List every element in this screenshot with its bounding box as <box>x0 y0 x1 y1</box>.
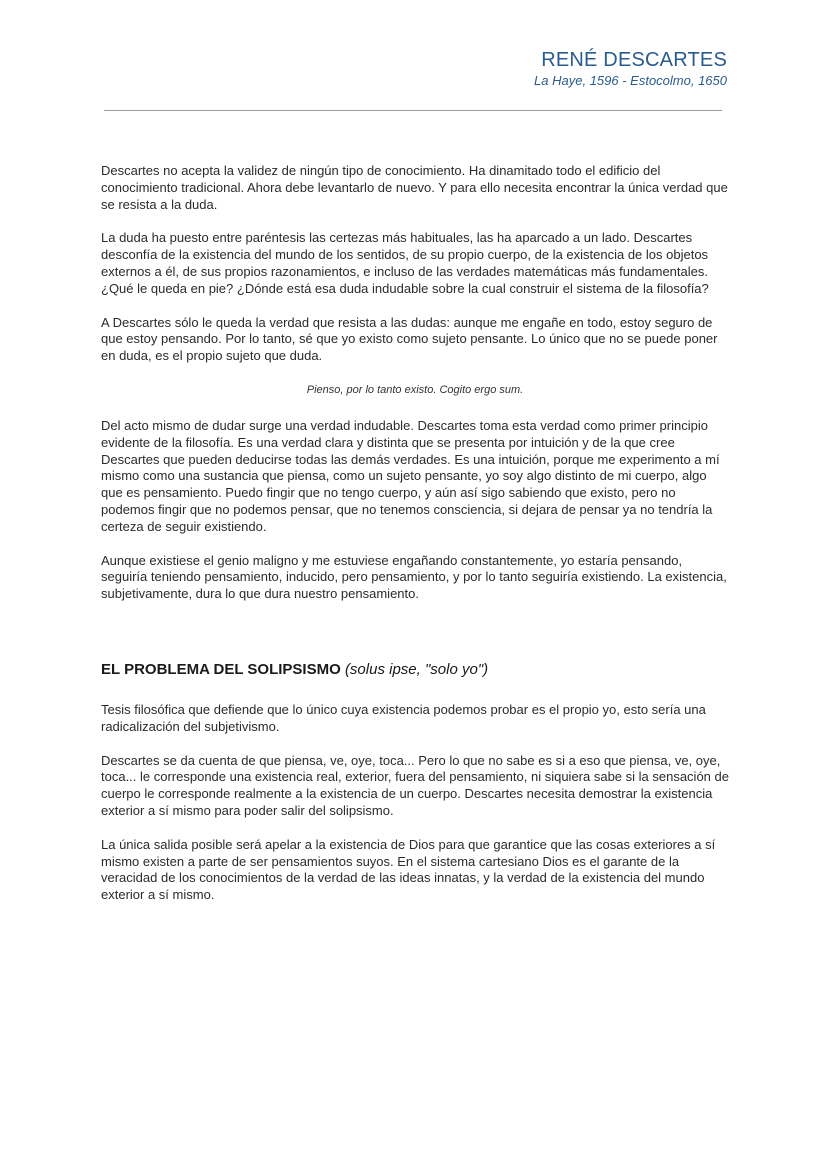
section-title: EL PROBLEMA DEL SOLIPSISMO <box>101 660 341 678</box>
paragraph: A Descartes sólo le queda la verdad que resista a las dudas: aunque me engañe en todo, estoy seguro de que estoy pensando. Por lo tanto, sé que yo existo como sujeto pensante. Lo único que no se puede poner en duda, es el propio sujeto que duda. <box>101 314 718 364</box>
section-heading <box>101 660 729 680</box>
page-header <box>534 48 727 90</box>
author-title: RENÉ DESCARTES <box>541 49 727 71</box>
paragraph: La duda ha puesto entre paréntesis las certezas más habituales, las ha aparcado a un lado. Descartes desconfía de la existencia del mundo de los sentidos, de su propio cuerpo, de la existencia de los objetos externos a él, de sus propios razonamientos, e incluso de las verdades matemáticas más fundamentales. ¿Qué le queda en pie? ¿Dónde está esa duda indudable sobre la cual construir el sistema de la filosofía? <box>101 230 709 296</box>
paragraph: Tesis filosófica que defiende que lo único cuya existencia podemos probar es el propio yo, esto sería una radicalización del subjetivismo. <box>101 701 706 734</box>
paragraph: La única salida posible será apelar a la existencia de Dios para que garantice que las cosas exteriores a sí mismo existen a parte de ser pensamientos suyos. En el sistema cartesiano Dios es el garante de la veracidad de los conocimientos de la verdad de las ideas innatas, y la verdad de la existencia del mundo exterior a sí mismo. <box>101 836 716 903</box>
cogito-quote: Pienso, por lo tanto existo. Cogito ergo sum. <box>306 383 524 396</box>
document-body <box>101 163 729 904</box>
author-dates: La Haye, 1596 - Estocolmo, 1650 <box>534 73 727 88</box>
paragraph: Del acto mismo de dudar surge una verdad indudable. Descartes toma esta verdad como primer principio evidente de la filosofía. Es una verdad clara y distinta que se presenta por intuición y de la que cree Descartes que pueden deducirse todas las demás verdades. Es una intuición, porque me experimento a mí mismo como una sustancia que piensa, como un sujeto pensante, yo soy algo distinto de mi cuerpo, algo que es pensamiento. Puedo fingir que no tengo cuerpo, y aún así sigo sabiendo que existo, pero no podemos fingir que no podemos pensar, que no tenemos consciencia, si dejara de pensar ya no tendría la certeza de seguir existiendo. <box>101 417 720 534</box>
section-subtitle: (solus ipse, "solo yo") <box>344 660 489 678</box>
paragraph: Descartes se da cuenta de que piensa, ve, oye, toca... Pero lo que no sabe es si a eso que piensa, ve, oye, toca... le corresponde una existencia real, exterior, fuera del pensamiento, ni siquiera sabe si la sensación de cuerpo le corresponde realmente a la existencia de un cuerpo. Descartes necesita demostrar la existencia exterior a sí mismo para poder salir del solipsismo. <box>101 752 729 818</box>
header-divider <box>104 110 722 111</box>
paragraph: Aunque existiese el genio maligno y me estuviese engañando constantemente, yo estaría pensando, seguiría teniendo pensamiento, inducido, pero pensamiento, y por lo tanto seguiría existiendo. La existencia, subjetivamente, dura lo que dura nuestro pensamiento. <box>101 552 727 602</box>
paragraph: Descartes no acepta la validez de ningún tipo de conocimiento. Ha dinamitado todo el edificio del conocimiento tradicional. Ahora debe levantarlo de nuevo. Y para ello necesita encontrar la única verdad que se resista a la duda. <box>101 163 728 212</box>
